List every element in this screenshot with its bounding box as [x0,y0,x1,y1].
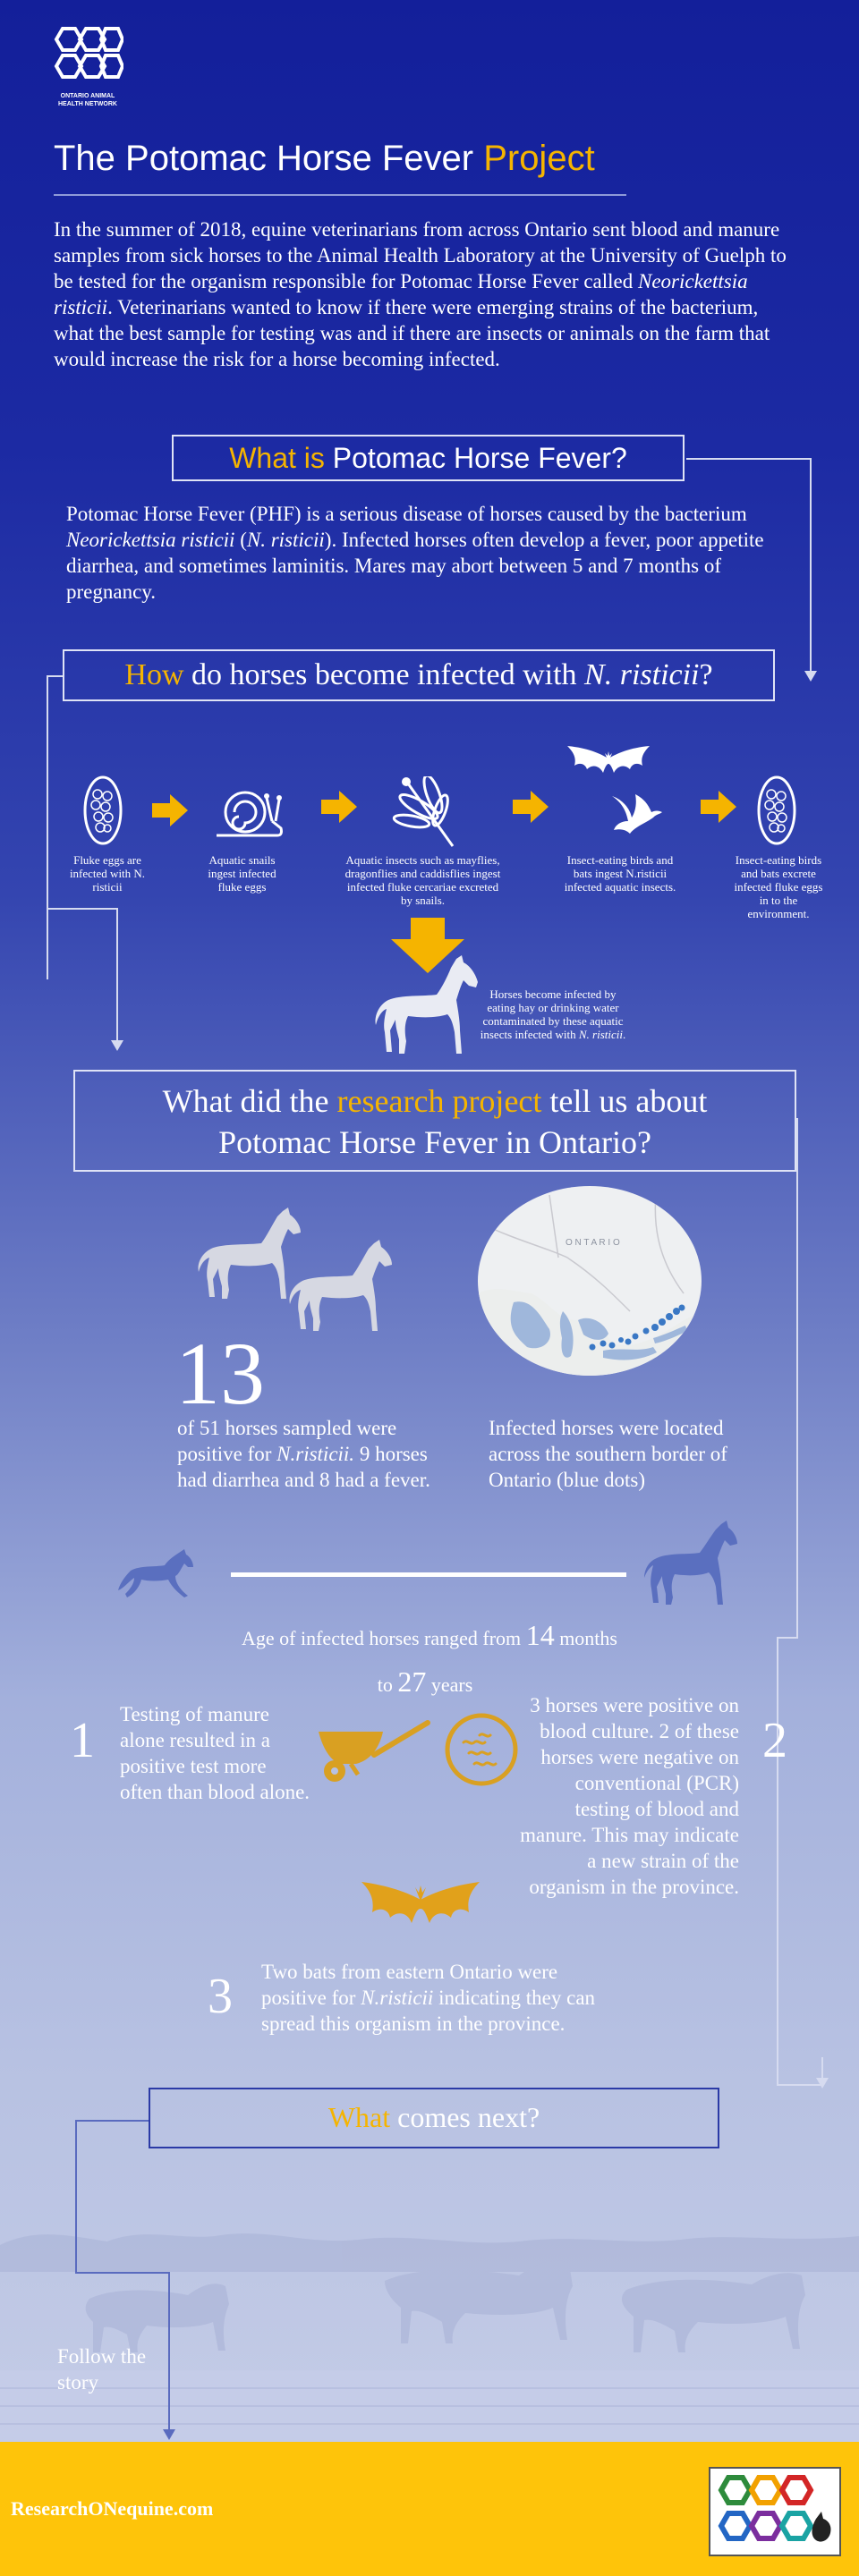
age-line1 [0,1617,859,1657]
next-heading: comes next? [390,2101,540,2133]
connector-line [47,675,48,979]
divider-line [231,1572,626,1577]
finding-3-italic: N.risticii [361,1987,434,2009]
arrow-down-icon [111,1040,123,1051]
age-number-2: 27 [397,1665,427,1698]
horse-infection-caption [480,987,626,1041]
snail-icon [213,785,285,845]
age-text-4: years [426,1674,473,1696]
research-heading-box [73,1070,796,1172]
connector-line [75,2120,77,2272]
connector-line [47,908,118,910]
arrow-down-icon [163,2429,175,2440]
lifecycle-step-1-caption: Fluke eggs are infected with N. risticii [69,853,146,894]
what-is-text-1: Potomac Horse Fever (PHF) is a serious disease of horses caused by the bacterium [66,503,747,525]
connector-line [75,2120,149,2122]
intro-paragraph [54,216,796,372]
lifecycle-step-4-caption: Insect-eating birds and bats ingest N.risticii infected aquatic insects. [564,853,676,894]
how-heading: do horses become infected with [183,658,585,691]
connector-line [686,458,812,460]
lifecycle-step-5-caption: Insect-eating birds and bats excrete infected fluke eggs in to the environment. [734,853,823,920]
arrow-right-icon [513,791,549,827]
age-number-1: 14 [525,1619,555,1651]
age-text-1: Age of infected horses ranged from [242,1627,526,1649]
arrow-right-icon [152,794,188,831]
finding-3-text-1: Two bats from eastern Ontario were positive for [261,1961,558,2009]
how-heading-end: ? [699,658,713,691]
stats-text [177,1415,437,1493]
finding-number-2: 2 [762,1713,787,1768]
stats-text-italic: N.risticii. [276,1443,355,1465]
how-heading-box [63,649,775,701]
research-on-equine-logo [709,2467,841,2556]
bird-icon [608,794,664,849]
footer [0,2442,859,2576]
grazing-horses-background [0,2165,859,2442]
wheelbarrow-icon [315,1716,431,1790]
research-heading-line2: Potomac Horse Fever in Ontario? [218,1124,651,1160]
age-text-2: months [554,1627,617,1649]
what-is-text-3: ). Infected horses often develop a fever, poor appetite diarrhea, and sometimes laminitis. Mares may abort between 5 and 7 months of pregnancy. [66,529,764,603]
what-is-heading-box [172,435,685,481]
bat-icon [360,1880,481,1951]
research-heading-2: tell us about [541,1083,708,1119]
ontario-map [478,1186,702,1376]
horse-caption-end: . [622,1028,626,1041]
what-is-text-2: ( [234,529,247,551]
map-label: O N T A R I O [566,1238,620,1248]
what-is-italic-2: N. risticii [246,529,325,551]
connector-line [168,2272,170,2431]
intro-text-1: In the summer of 2018, equine veterinarians from across Ontario sent blood and manure samples from sick horses to the Animal Health Laboratory at the University of Guelph to be tested for the organism responsible for Potomac Horse Fever called [54,218,787,292]
intro-text-2: . Veterinarians wanted to know if there were emerging strains of the bacterium, what the best sample for testing was and if there are insects or animals on the farm that would increase the risk for a horse becoming infected. [54,296,770,370]
what-is-heading: Potomac Horse Fever? [324,442,627,474]
connector-line [47,675,63,677]
intro-italic: Neorickettsia risticii [54,270,748,318]
arrow-right-icon [321,791,357,827]
connector-line [796,1118,798,1637]
stats-text-1: of 51 horses sampled were positive for [177,1417,397,1465]
website-link[interactable]: ResearchONequine.com [11,2497,214,2520]
page-title [54,136,595,181]
horse-icon [374,955,481,1060]
connector-line [810,458,812,673]
fluke-egg-icon [82,775,123,851]
dragonfly-icon [392,776,464,856]
age-range-text [0,1617,859,1657]
age-text-3: to [377,1674,398,1696]
research-heading-line1 [75,1080,795,1122]
finding-1-text: Testing of manure alone resulted in a positive test more often than blood alone. [120,1703,310,1803]
lifecycle-step-3-caption: Aquatic insects such as mayflies, dragonflies and caddisflies ingest infected fluke cercariae excreted by snails. [344,853,501,907]
horse-caption-italic: N. risticii [578,1028,623,1041]
ontario-animal-health-network-logo [52,25,123,107]
what-comes-next-box [149,2088,719,2148]
bat-icon [566,744,651,793]
next-heading-highlight: What [327,2101,391,2133]
connector-line [777,1637,778,2084]
map-text: Infected horses were located across the southern border of Ontario (blue dots) [489,1417,727,1491]
how-highlight: How [124,658,184,691]
lifecycle-step-2-caption: Aquatic snails ingest infected fluke eggs [208,853,276,894]
what-is-italic-1: Neorickettsia risticii [66,529,235,551]
arrow-right-icon [701,791,736,827]
connector-line [116,908,118,1042]
finding-number-3: 3 [208,1969,233,2024]
blood-culture-icon [444,1712,519,1792]
arrow-down-icon [816,2078,829,2089]
logo-line1: ONTARIO ANIMAL [60,93,115,99]
how-heading-italic: N. risticii [584,658,700,691]
title-highlight: Project [483,139,595,178]
arrow-down-icon [804,671,817,682]
horse-caption-text: Horses become infected by eating hay or drinking water contaminated by these aquatic insects infected with [480,987,624,1041]
big-number: 13 [175,1324,265,1423]
title-main: The Potomac Horse Fever [54,139,484,178]
finding-2-text: 3 horses were positive on blood culture. 2 of these horses were negative on conventional (PCR) testing of blood and manure. This may indicate a new strain of the organism in the province. [520,1694,739,1898]
research-heading-highlight: research project [336,1083,542,1119]
research-heading-1: What did the [162,1083,337,1119]
title-underline [54,194,626,196]
finding-3-text [261,1959,619,2037]
follow-the-story-link[interactable]: Follow the story [57,2345,147,2394]
standing-horse-icon [644,1521,737,1611]
fluke-egg-icon [756,775,797,851]
what-is-highlight: What is [229,442,325,474]
stats-text-2: 9 horses had diarrhea and 8 had a fever. [177,1443,430,1491]
what-is-paragraph [66,501,791,605]
logo-line2: HEALTH NETWORK [58,101,117,107]
finding-number-1: 1 [70,1713,95,1768]
running-horse-icon [116,1547,195,1604]
connector-line [75,2272,170,2274]
finding-3-text-2: indicating they can spread this organism in the province. [261,1987,596,2035]
